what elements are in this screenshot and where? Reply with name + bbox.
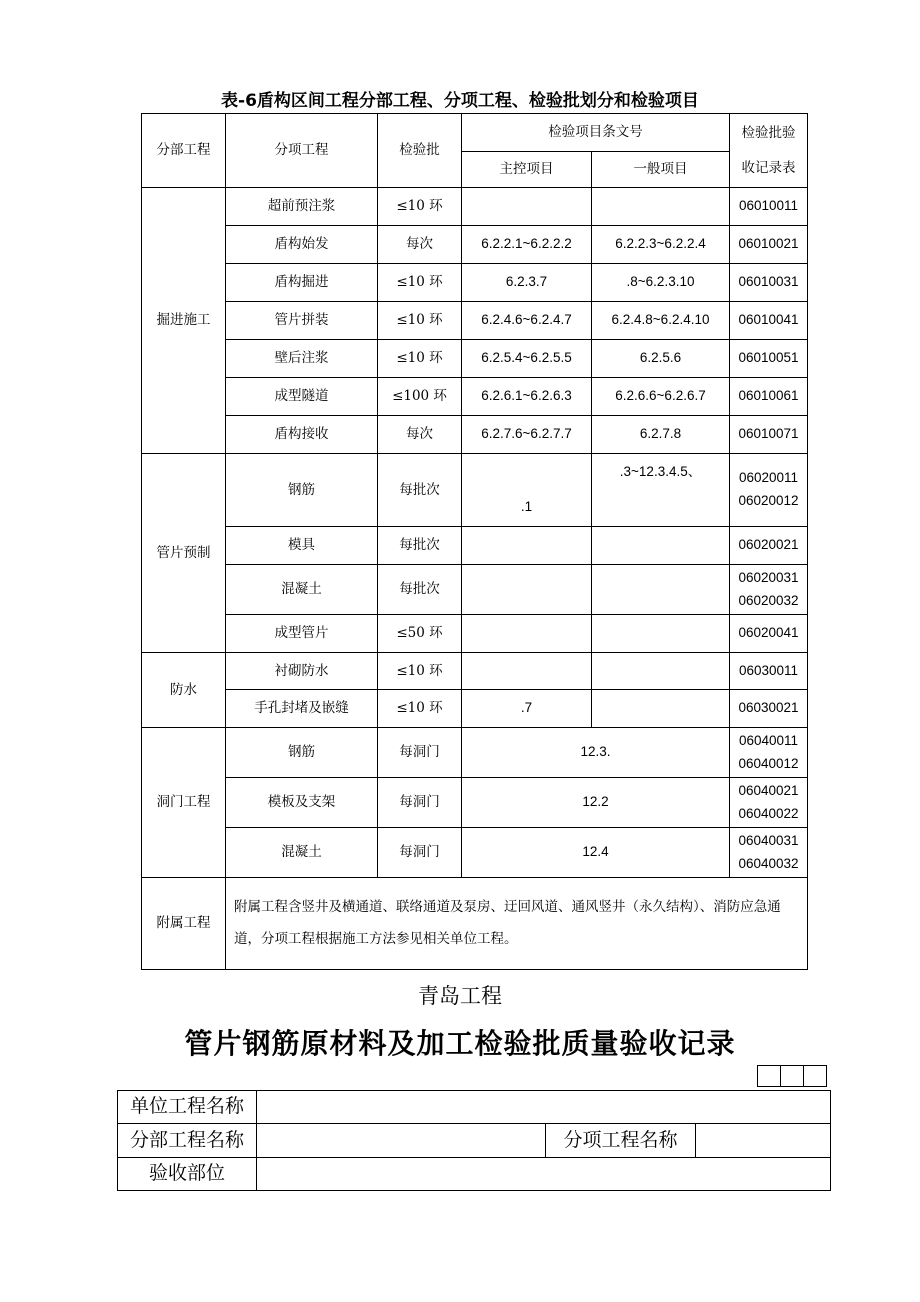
division-project-field[interactable] — [257, 1124, 546, 1158]
record-code: 06040031 — [738, 832, 799, 848]
batch-cell: 每批次 — [378, 565, 462, 615]
subitem-cell: 成型管片 — [226, 615, 378, 653]
division-cell: 管片预制 — [142, 454, 226, 653]
record-code: 06020012 — [738, 493, 799, 508]
appendix-note — [226, 878, 808, 970]
batch-cell: 每次 — [378, 416, 462, 454]
subitem-cell: 模具 — [226, 527, 378, 565]
form-number-boxes — [757, 1065, 827, 1087]
subitem-cell: 钢筋 — [226, 454, 378, 527]
record-cell: 06030021 — [730, 690, 808, 728]
project-subtitle: 青岛工程 — [418, 984, 502, 1008]
record-cell: 06010061 — [730, 378, 808, 416]
general-clause-cell: 6.2.2.3~6.2.2.4 — [592, 226, 730, 264]
table-title: 表-6盾构区间工程分部工程、分项工程、检验批划分和检验项目 — [221, 91, 699, 111]
main-clause-cell: .1 — [462, 454, 592, 527]
batch-cell: ≤10 环 — [378, 340, 462, 378]
batch-cell: ≤10 环 — [378, 690, 462, 728]
record-code: 06040022 — [738, 805, 799, 821]
header-record-line2: 收记录表 — [741, 159, 796, 176]
batch-cell: ≤10 环 — [378, 653, 462, 690]
subitem-cell: 管片拼装 — [226, 302, 378, 340]
header-batch: 检验批 — [378, 114, 462, 188]
main-clause-cell: 6.2.4.6~6.2.4.7 — [462, 302, 592, 340]
record-cell: 06010071 — [730, 416, 808, 454]
general-clause-cell — [592, 527, 730, 565]
subitem-cell: 成型隧道 — [226, 378, 378, 416]
batch-cell: 每次 — [378, 226, 462, 264]
form-number-box[interactable] — [804, 1066, 827, 1087]
main-clause-cell: 6.2.5.4~6.2.5.5 — [462, 340, 592, 378]
batch-cell: ≤50 环 — [378, 615, 462, 653]
record-code: 06040012 — [738, 755, 799, 771]
subitem-cell: 钢筋 — [226, 728, 378, 778]
batch-cell: 每洞门 — [378, 828, 462, 878]
general-clause-cell — [592, 690, 730, 728]
main-clause-cell: 6.2.7.6~6.2.7.7 — [462, 416, 592, 454]
appendix-division-cell: 附属工程 — [142, 878, 226, 970]
subitem-cell: 盾构掘进 — [226, 264, 378, 302]
main-clause-cell — [462, 188, 592, 226]
inspection-division-table — [141, 113, 808, 970]
appendix-note-line1: 附属工程含竖井及横通道、联络通道及泵房、迂回风道、通风竖井（永久结构）、消防应急通 — [234, 898, 781, 915]
header-general: 一般项目 — [592, 152, 730, 188]
subitem-cell: 壁后注浆 — [226, 340, 378, 378]
division-cell: 掘进施工 — [142, 188, 226, 454]
record-cell — [730, 728, 808, 778]
record-cell: 06010011 — [730, 188, 808, 226]
general-clause-cell: .3~12.3.4.5、 — [592, 454, 730, 527]
record-code: 06020011 — [738, 470, 799, 486]
subitem-cell: 盾构接收 — [226, 416, 378, 454]
batch-cell: 每洞门 — [378, 778, 462, 828]
record-code: 06040021 — [738, 782, 799, 798]
unit-project-field[interactable] — [257, 1091, 831, 1124]
inspection-part-label: 验收部位 — [118, 1158, 257, 1191]
main-clause-cell: 6.2.2.1~6.2.2.2 — [462, 226, 592, 264]
merged-clause-cell: 12.4 — [462, 828, 730, 878]
record-cell: 06010041 — [730, 302, 808, 340]
record-cell: 06020041 — [730, 615, 808, 653]
merged-clause-cell: 12.3. — [462, 728, 730, 778]
header-clauses: 检验项目条文号 — [462, 114, 730, 152]
general-clause-cell: 6.2.5.6 — [592, 340, 730, 378]
subitem-cell: 混凝土 — [226, 565, 378, 615]
division-cell: 防水 — [142, 653, 226, 728]
subitem-cell: 超前预注浆 — [226, 188, 378, 226]
record-cell: 06010031 — [730, 264, 808, 302]
subitem-cell: 手孔封堵及嵌缝 — [226, 690, 378, 728]
batch-cell: ≤10 环 — [378, 302, 462, 340]
acceptance-record-form — [117, 1090, 831, 1191]
general-clause-cell — [592, 615, 730, 653]
batch-cell: ≤100 环 — [378, 378, 462, 416]
record-cell: 06010051 — [730, 340, 808, 378]
record-code: 06020032 — [738, 592, 799, 608]
record-code: 06020031 — [738, 569, 799, 585]
subitem-cell: 衬砌防水 — [226, 653, 378, 690]
unit-project-label: 单位工程名称 — [118, 1091, 257, 1124]
record-cell: 06010021 — [730, 226, 808, 264]
batch-cell: 每批次 — [378, 527, 462, 565]
record-cell: 06030011 — [730, 653, 808, 690]
header-subitem: 分项工程 — [226, 114, 378, 188]
subitem-cell: 模板及支架 — [226, 778, 378, 828]
record-cell — [730, 778, 808, 828]
record-code: 06040032 — [738, 855, 799, 871]
inspection-part-field[interactable] — [257, 1158, 831, 1191]
record-cell — [730, 828, 808, 878]
main-clause-cell — [462, 527, 592, 565]
header-record — [730, 114, 808, 188]
batch-cell: ≤10 环 — [378, 188, 462, 226]
record-code: 06040011 — [738, 732, 799, 748]
header-division: 分部工程 — [142, 114, 226, 188]
general-clause-cell — [592, 565, 730, 615]
form-number-box[interactable] — [758, 1066, 781, 1087]
form-title: 管片钢筋原材料及加工检验批质量验收记录 — [184, 1027, 736, 1060]
main-clause-cell: .7 — [462, 690, 592, 728]
main-clause-cell — [462, 615, 592, 653]
division-project-label: 分部工程名称 — [118, 1124, 257, 1158]
general-clause-cell: .8~6.2.3.10 — [592, 264, 730, 302]
record-cell — [730, 565, 808, 615]
header-main: 主控项目 — [462, 152, 592, 188]
main-clause-cell: 6.2.3.7 — [462, 264, 592, 302]
record-cell — [730, 454, 808, 527]
main-clause-cell — [462, 653, 592, 690]
record-cell: 06020021 — [730, 527, 808, 565]
batch-cell: ≤10 环 — [378, 264, 462, 302]
subitem-cell: 混凝土 — [226, 828, 378, 878]
batch-cell: 每批次 — [378, 454, 462, 527]
general-clause-cell: 6.2.6.6~6.2.6.7 — [592, 378, 730, 416]
form-number-box[interactable] — [781, 1066, 804, 1087]
general-clause-cell: 6.2.4.8~6.2.4.10 — [592, 302, 730, 340]
batch-cell: 每洞门 — [378, 728, 462, 778]
subitem-project-field[interactable] — [696, 1124, 831, 1158]
merged-clause-cell: 12.2 — [462, 778, 730, 828]
subitem-cell: 盾构始发 — [226, 226, 378, 264]
subitem-project-label: 分项工程名称 — [546, 1124, 696, 1158]
appendix-note-line2: 道，分项工程根据施工方法参见相关单位工程。 — [234, 930, 518, 947]
general-clause-cell — [592, 653, 730, 690]
general-clause-cell — [592, 188, 730, 226]
general-clause-cell: 6.2.7.8 — [592, 416, 730, 454]
main-clause-cell: 6.2.6.1~6.2.6.3 — [462, 378, 592, 416]
division-cell: 洞门工程 — [142, 728, 226, 878]
main-clause-cell — [462, 565, 592, 615]
header-record-line1: 检验批验 — [741, 124, 796, 141]
